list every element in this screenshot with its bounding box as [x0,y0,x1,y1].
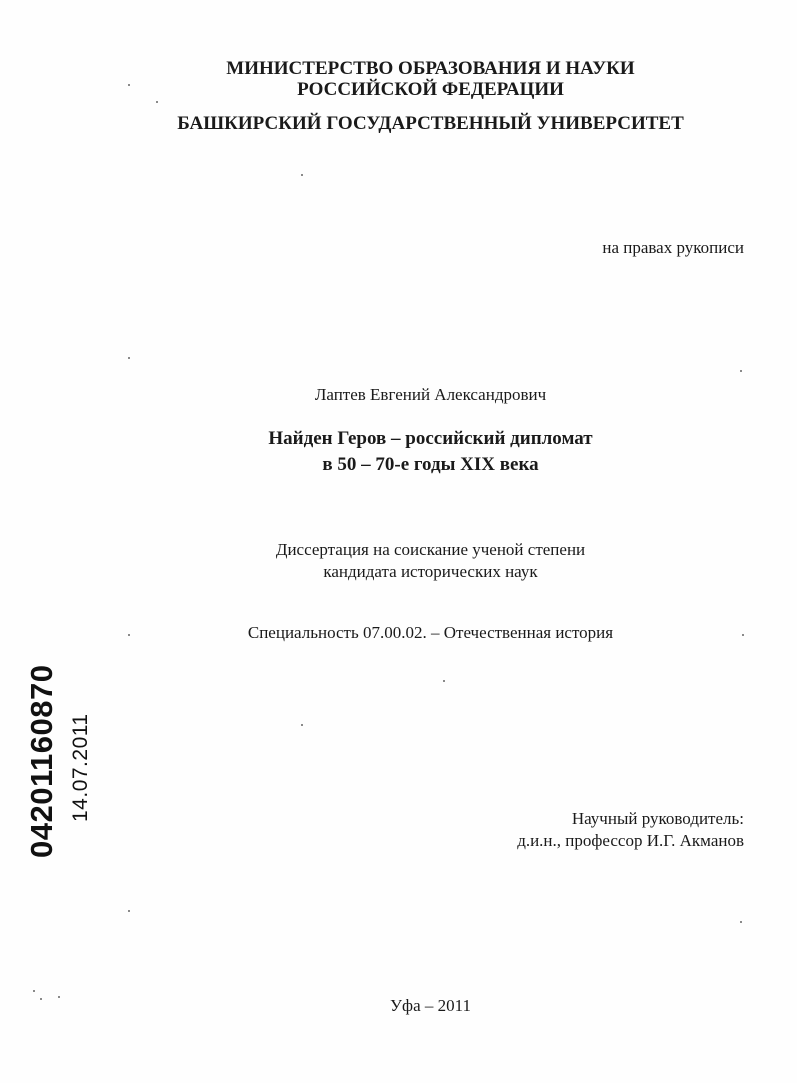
scan-speck [128,84,130,86]
scan-speck [128,634,130,636]
city-year: Уфа – 2011 [390,996,471,1015]
scan-speck [128,910,130,912]
dissertation-line-1: Диссертация на соискание ученой степени [275,540,586,559]
scan-speck [33,990,35,992]
specialty: Специальность 07.00.02. – Отечественная история [247,623,614,642]
scan-speck [740,370,742,372]
rights-note: на правах рукописи [602,238,744,257]
advisor-label: Научный руководитель: [571,809,744,828]
scan-speck [443,680,445,682]
library-stamp-date: 14.07.2011 [69,713,92,822]
scan-speck [301,174,303,176]
title-line-2: в 50 – 70-е годы XIX века [322,454,539,475]
scan-speck [58,996,60,998]
title-line-1: Найден Геров – российский дипломат [268,428,593,449]
scan-speck [740,921,742,923]
scan-speck [742,634,744,636]
scan-speck [40,998,42,1000]
dissertation-line-2: кандидата исторических наук [323,562,538,581]
author-name: Лаптев Евгений Александрович [314,385,547,404]
library-stamp-number: 04201160870 [24,664,59,858]
scan-speck [301,724,303,726]
advisor-name: д.и.н., профессор И.Г. Акманов [517,831,744,850]
scan-speck [128,357,130,359]
scan-speck [156,101,158,103]
ministry-line-2: РОССИЙСКОЙ ФЕДЕРАЦИИ [297,79,564,100]
ministry-line-1: МИНИСТЕРСТВО ОБРАЗОВАНИЯ И НАУКИ [226,58,635,79]
university-name: БАШКИРСКИЙ ГОСУДАРСТВЕННЫЙ УНИВЕРСИТЕТ [177,113,684,134]
